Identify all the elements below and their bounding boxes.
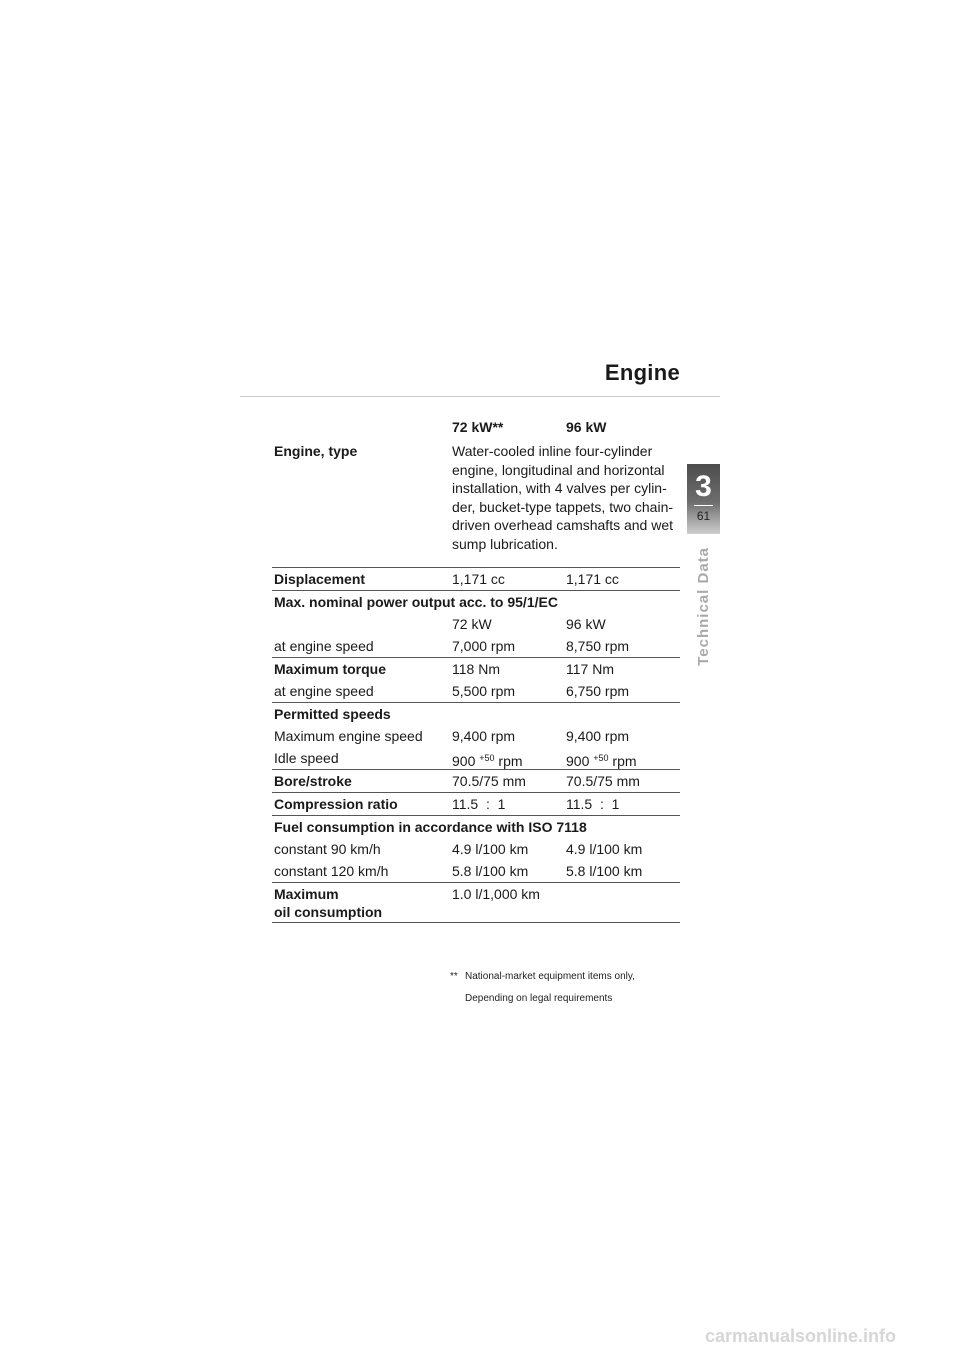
engine-type-label: Engine, type [274, 443, 358, 459]
compression-96kw: 11.5 : 1 [566, 796, 620, 812]
idle-tolerance: +50 [479, 753, 495, 763]
idle-unit: rpm [612, 753, 637, 769]
max-speed-row [272, 725, 680, 747]
column-header-row [272, 416, 680, 440]
idle-unit: rpm [498, 753, 523, 769]
oil-consumption-value: 1.0 l/1,000 km [452, 886, 540, 902]
fuel-90-row [272, 838, 680, 860]
column-header-72kw: 72 kW** [452, 419, 504, 435]
displacement-row [272, 568, 680, 591]
permitted-heading-row [272, 703, 680, 725]
displacement-72kw: 1,171 cc [452, 571, 505, 587]
max-speed-96kw: 9,400 rpm [566, 728, 630, 744]
page-number: 61 [696, 509, 711, 523]
fuel-120-row [272, 860, 680, 883]
engine-type-row [272, 440, 680, 568]
power-heading-row [272, 591, 680, 613]
compression-72kw: 11.5 : 1 [452, 796, 506, 812]
power-values-row [272, 613, 680, 635]
bore-label: Bore/stroke [274, 773, 352, 789]
footnote-mark: ** [450, 971, 458, 982]
spec-table [272, 416, 680, 923]
bore-row [272, 770, 680, 793]
column-header-96kw: 96 kW [566, 419, 607, 435]
idle-base: 900 [452, 753, 476, 769]
fuel-90-label: constant 90 km/h [274, 841, 381, 857]
power-heading: Max. nominal power output acc. to 95/1/EC [274, 594, 558, 610]
engine-type-value: Water-cooled inline four-cylinder engine, longitudinal and horizontal installation, with 4 valves per cylin- der, bucket-type tappets, two chain-driven overhead camshafts and wet sump lubrication. [452, 443, 674, 552]
displacement-label: Displacement [274, 571, 366, 587]
oil-consumption-label [274, 885, 382, 921]
permitted-heading: Permitted speeds [274, 706, 391, 722]
oil-label-line2: oil consumption [274, 904, 383, 920]
fuel-90-96kw: 4.9 l/100 km [566, 841, 643, 857]
idle-speed-72kw [452, 747, 523, 772]
chapter-divider [694, 505, 713, 506]
fuel-120-label: constant 120 km/h [274, 863, 389, 879]
displacement-96kw: 1,171 cc [566, 571, 619, 587]
chapter-number: 3 [695, 470, 712, 503]
oil-consumption-row [272, 883, 680, 923]
power-speed-96kw: 8,750 rpm [566, 638, 630, 654]
bore-96kw: 70.5/75 mm [566, 773, 640, 789]
torque-96kw: 117 Nm [566, 661, 614, 677]
power-speed-label: at engine speed [274, 638, 374, 654]
torque-speed-72kw: 5,500 rpm [452, 683, 516, 699]
footnote-line1: National-market equipment items only, [465, 971, 635, 982]
compression-row [272, 793, 680, 816]
fuel-90-72kw: 4.9 l/100 km [452, 841, 529, 857]
compression-label: Compression ratio [274, 796, 398, 812]
watermark: carmanualsonline.info [705, 1326, 897, 1346]
power-72kw: 72 kW [452, 616, 492, 632]
torque-72kw: 118 Nm [452, 661, 500, 677]
section-side-label-text: Technical Data [694, 547, 712, 666]
power-96kw: 96 kW [566, 616, 606, 632]
idle-tolerance: +50 [593, 753, 609, 763]
chapter-tab [687, 464, 720, 534]
idle-base: 900 [566, 753, 590, 769]
title-divider [240, 396, 720, 397]
fuel-heading: Fuel consumption in accordance with ISO 7118 [274, 819, 587, 835]
torque-speed-row [272, 680, 680, 703]
idle-speed-96kw [566, 747, 637, 772]
oil-label-line1: Maximum [274, 886, 339, 902]
power-speed-row [272, 635, 680, 658]
bore-72kw: 70.5/75 mm [452, 773, 526, 789]
page-title: Engine [604, 360, 680, 385]
idle-speed-label: Idle speed [274, 750, 339, 766]
torque-speed-96kw: 6,750 rpm [566, 683, 630, 699]
fuel-120-96kw: 5.8 l/100 km [566, 863, 643, 879]
section-side-label [686, 547, 720, 697]
max-speed-label: Maximum engine speed [274, 728, 423, 744]
torque-row [272, 658, 680, 680]
fuel-heading-row [272, 816, 680, 838]
max-speed-72kw: 9,400 rpm [452, 728, 516, 744]
idle-speed-row [272, 747, 680, 770]
footnote-line2: Depending on legal requirements [465, 993, 613, 1004]
torque-speed-label: at engine speed [274, 683, 374, 699]
fuel-120-72kw: 5.8 l/100 km [452, 863, 529, 879]
torque-label: Maximum torque [274, 661, 387, 677]
power-speed-72kw: 7,000 rpm [452, 638, 516, 654]
